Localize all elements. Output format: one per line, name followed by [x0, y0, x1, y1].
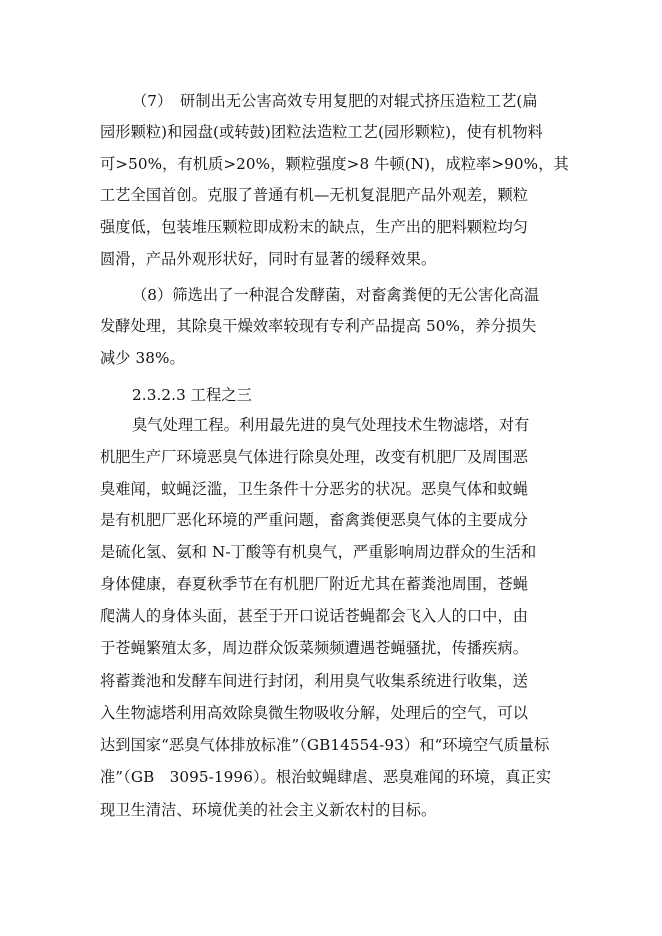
paragraph-odor-line-3: 臭难闻，蚊蝇泛滥，卫生条件十分恶劣的状况。恶臭气体和蚊蝇	[100, 480, 529, 498]
paragraph-odor-line-9: 将蓄粪池和发酵车间进行封闭，利用臭气收集系统进行收集，送	[100, 672, 529, 690]
paragraph-odor-line-10: 入生物滤塔利用高效除臭微生物吸收分解，处理后的空气，可以	[100, 704, 529, 722]
paragraph-7-line-4: 工艺全国首创。克服了普通有机—无机复混肥产品外观差，颗粒	[100, 186, 529, 204]
paragraph-odor-line-6: 身体健康，春夏秋季节在有机肥厂附近尤其在蓄粪池周围，苍蝇	[100, 575, 529, 593]
paragraph-odor-line-13: 现卫生清洁、环境优美的社会主义新农村的目标。	[100, 801, 437, 819]
paragraph-odor-line-1: 臭气处理工程。利用最先进的臭气处理技术生物滤塔，对有	[132, 416, 530, 434]
paragraph-7-line-5: 强度低，包装堆压颗粒即成粉末的缺点，生产出的肥料颗粒均匀	[100, 218, 529, 236]
paragraph-odor-line-11: 达到国家“恶臭气体排放标准”（GB14554-93）和“环境空气质量标	[100, 736, 550, 754]
paragraph-8-line-2: 发酵处理，其除臭干燥效率较现有专利产品提高 50%，养分损失	[100, 317, 537, 335]
paragraph-7-line-3: 可>50%，有机质>20%，颗粒强度>8 牛顿(N)，成粒率>90%，其	[100, 155, 569, 173]
paragraph-odor-line-4: 是有机肥厂恶化环境的严重问题，畜禽粪便恶臭气体的主要成分	[100, 511, 529, 529]
paragraph-7-line-2: 园形颗粒)和园盘(或转鼓)团粒法造粒工艺(园形颗粒)，使有机物料	[100, 123, 543, 141]
paragraph-8-line-3: 减少 38%。	[100, 349, 185, 367]
paragraph-7-line-6: 圆滑，产品外观形状好，同时有显著的缓释效果。	[100, 250, 437, 268]
section-heading: 2.3.2.3 工程之三	[132, 386, 252, 404]
paragraph-8-line-1: （8）筛选出了一种混合发酵菌，对畜禽粪便的无公害化高温	[132, 286, 540, 304]
paragraph-odor-line-12: 准”（GB 3095-1996）。根治蚊蝇肆虐、恶臭难闻的环境，真正实	[100, 768, 552, 786]
paragraph-odor-line-7: 爬满人的身体头面，甚至于开口说话苍蝇都会飞入人的口中，由	[100, 607, 529, 625]
paragraph-7-line-1: （7） 研制出无公害高效专用复肥的对辊式挤压造粒工艺(扁	[132, 92, 538, 110]
paragraph-odor-line-5: 是硫化氢、氨和 N-丁酸等有机臭气，严重影响周边群众的生活和	[100, 543, 537, 561]
paragraph-odor-line-8: 于苍蝇繁殖太多，周边群众饭菜频频遭遇苍蝇骚扰，传播疾病。	[100, 639, 529, 657]
paragraph-odor-line-2: 机肥生产厂环境恶臭气体进行除臭处理，改变有机肥厂及周围恶	[100, 448, 529, 466]
